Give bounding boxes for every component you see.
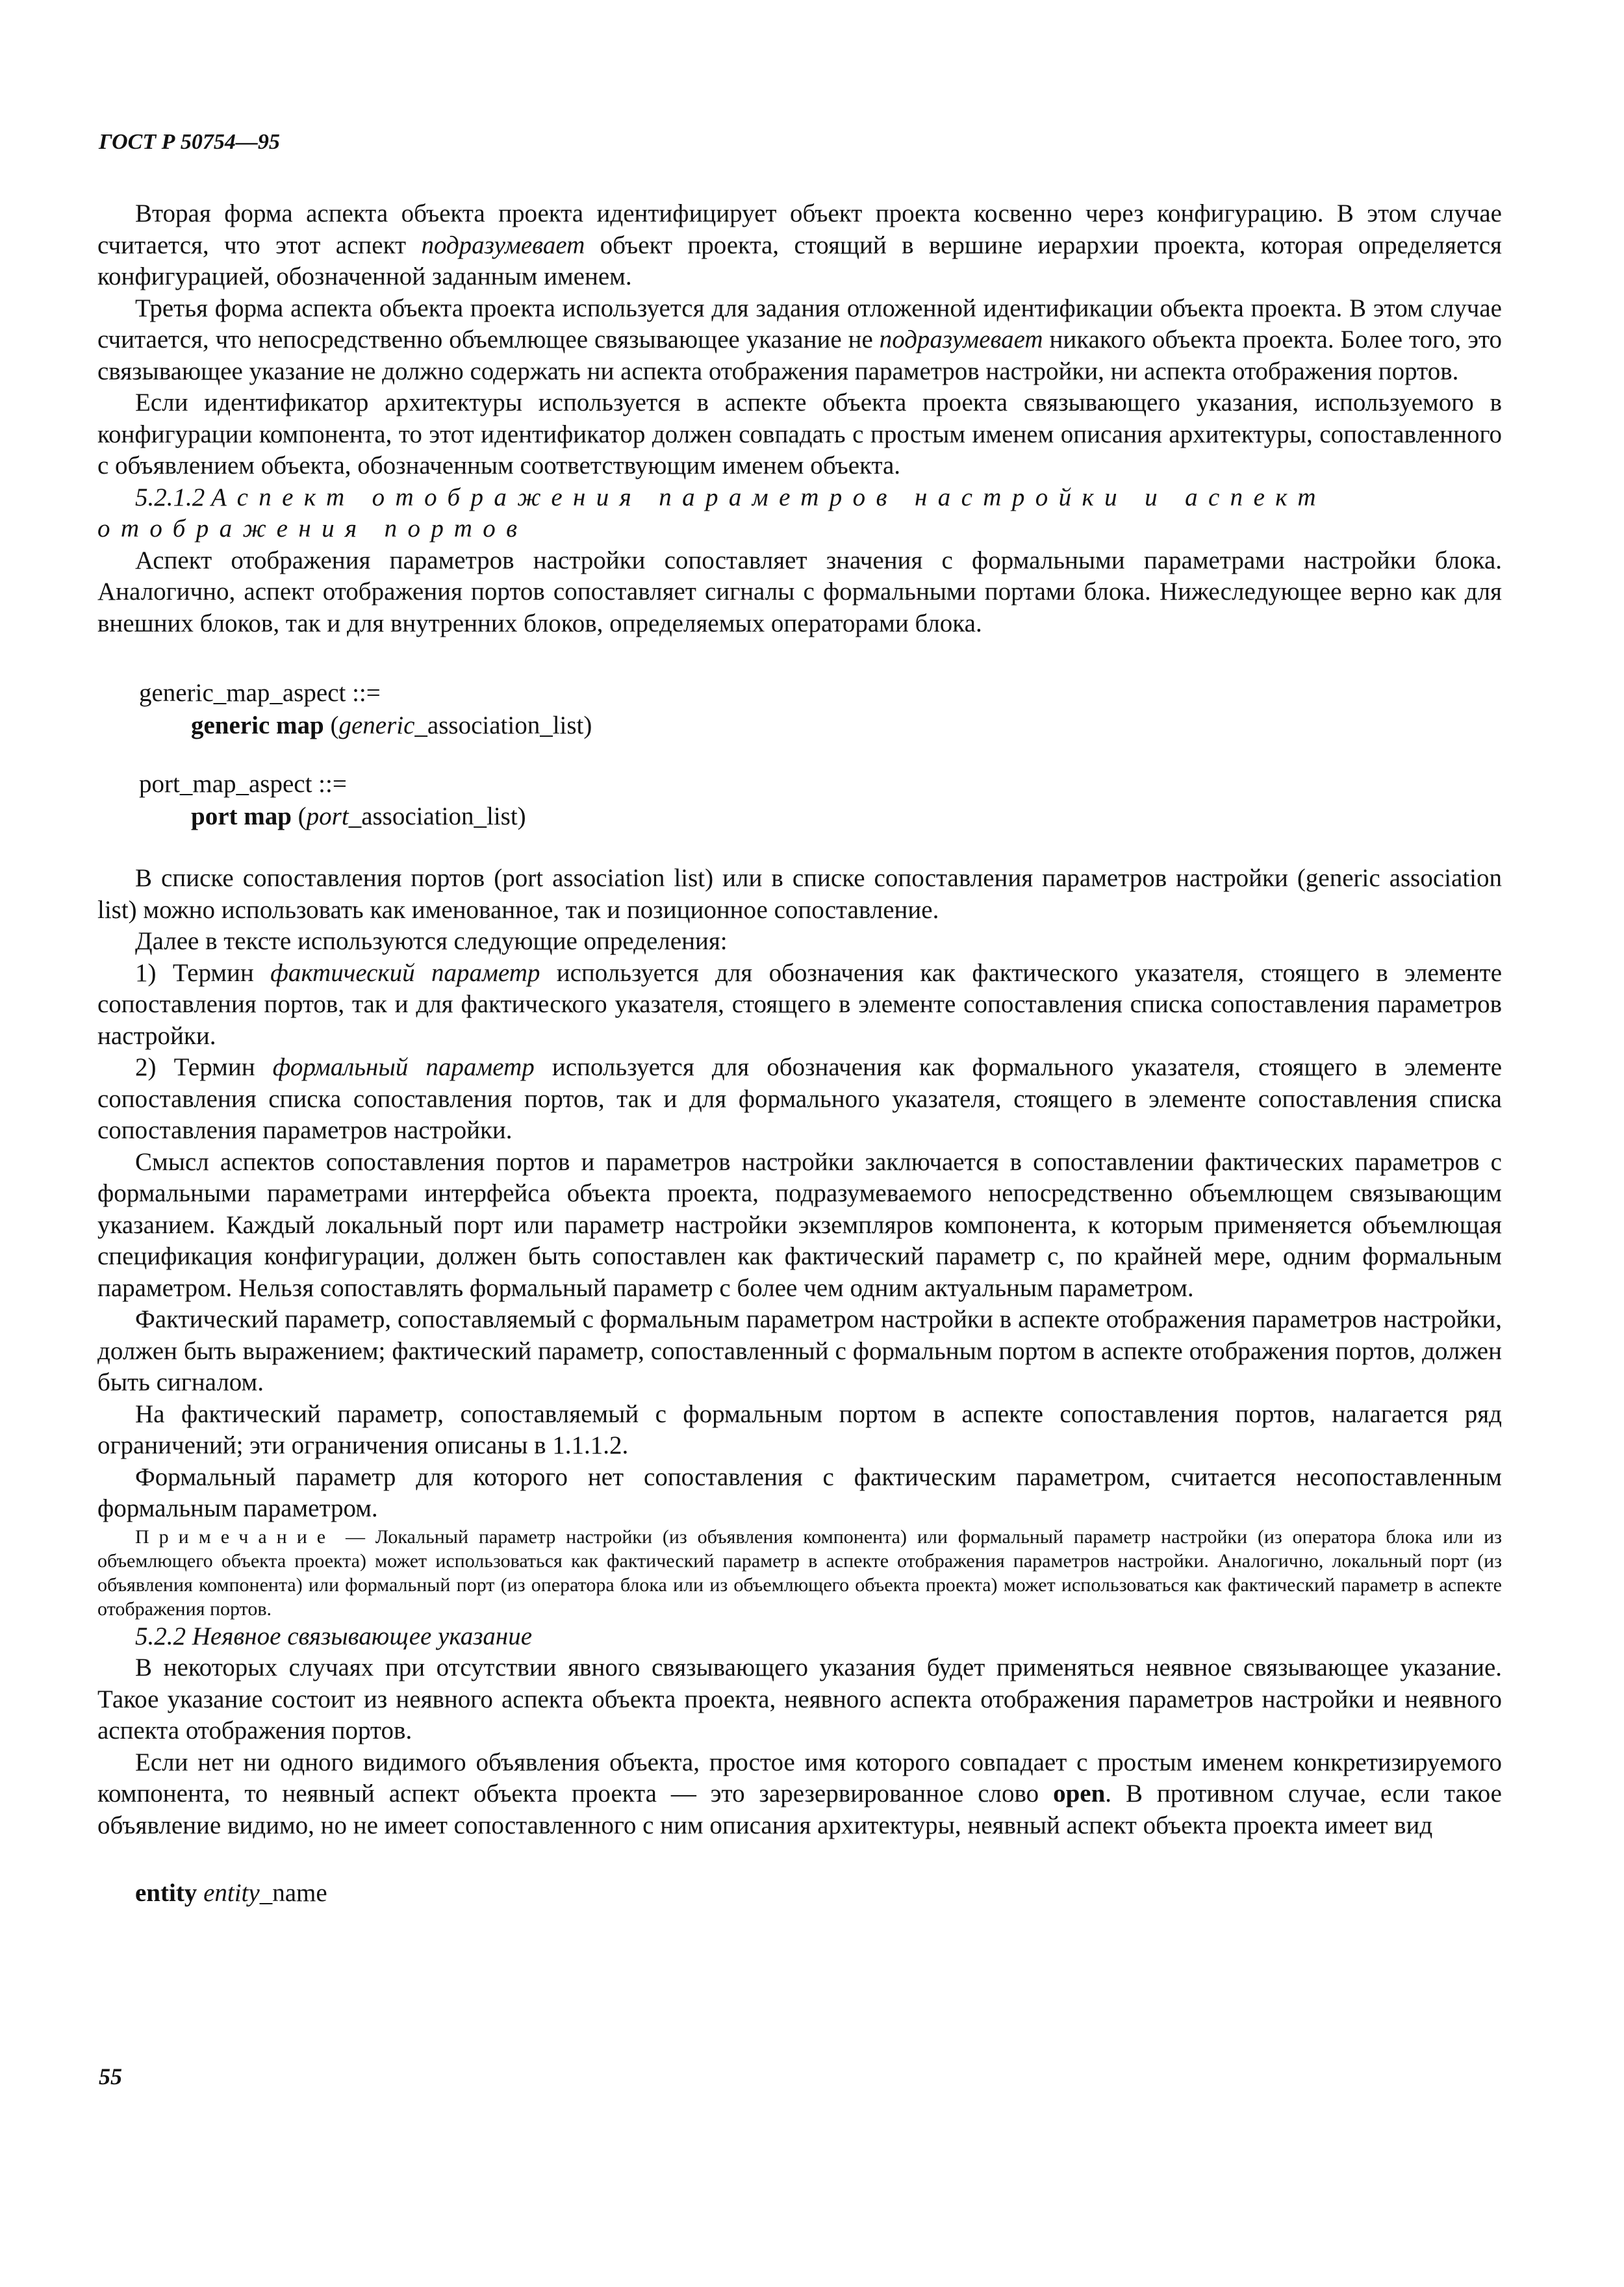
paragraph: На фактический параметр, сопоставляемый с формальным портом в аспекте сопоставления портов, налагается ряд ограничений; эти ограничения описаны в 1.1.1.2. (97, 1399, 1502, 1459)
paragraph: В некоторых случаях при отсутствии явного связывающего указания будет применяться неявное связывающее указание. Такое указание состоит из неявного аспекта объекта проекта, неявного аспекта отображения параметров настройки и неявного аспекта отображения портов. (97, 1654, 1502, 1744)
paragraph: Фактический параметр, сопоставляемый с формальным параметром настройки в аспекте отображения параметров настройки, должен быть выражением; фактический параметр, сопоставленный с формальным портом в аспекте отображения портов, должен быть сигналом. (97, 1305, 1502, 1396)
paragraph: В списке сопоставления портов (port association list) или в списке сопоставления параметров настройки (generic association list) можно использовать как именованное, так и позиционное сопоставление. (97, 864, 1502, 924)
grammar-rule-port-map: port_map_aspect ::= port map (port_association_list) (139, 770, 526, 830)
definition-item: 2) Термин формальный параметр используется для обозначения как формального указателя, стоящего в элементе сопоставления списка сопоставления портов, так и для формального указателя, стоящего в элементе сопоставления списка сопоставления параметров настройки. (97, 1053, 1503, 1144)
section-heading-5-2-2 (97, 1621, 1502, 1653)
grammar-rule-generic-map: generic_map_aspect ::= generic map (generic_association_list) (139, 679, 592, 739)
document-body (97, 198, 1502, 1910)
section-title: Аспект отображения параметров настройки и аспект отображения портов (97, 483, 1326, 543)
section-number: 5.2.1.2 (135, 483, 205, 511)
paragraph: Смысл аспектов сопоставления портов и параметров настройки заключается в сопоставлении фактических параметров с формальными параметрами интерфейса объекта проекта, подразумеваемого непосредственно объемлющем связывающим указанием. Каждый локальный порт или параметр настройки экземпляров компонента, к которым применяется объемлющая спецификация конфигурации, должен быть сопоставлен как фактический параметр с, по крайней мере, одним формальным параметром. Нельзя сопоставлять формальный параметр с более чем одним актуальным параметром. (97, 1147, 1502, 1302)
note: Примечание — Локальный параметр настройки (из объявления компонента) или формальный параметр настройки (из оператора блока или из объемлющего объекта проекта) может использоваться как фактический параметр в аспекте отображения параметров настройки. Аналогично, локальный порт (из объявления компонента) или формальный порт (из оператора блока или из объемлющего объекта проекта) может использоваться как фактический параметр в аспекте отображения портов. (97, 1526, 1502, 1620)
paragraph: Аспект отображения параметров настройки сопоставляет значения с формальными параметрами настройки блока. Аналогично, аспект отображения портов сопоставляет сигналы с формальными портами блока. Нижеследующее верно как для внешних блоков, так и для внутренних блоков, определяемых операторами блока. (97, 546, 1502, 637)
paragraph: Если идентификатор архитектуры используется в аспекте объекта проекта связывающего указания, используемого в конфигурации компонента, то этот идентификатор должен совпадать с простым именем описания архитектуры, сопоставленного с объявлением объекта, обозначенным соответствующим именем объекта. (97, 389, 1502, 479)
paragraph: Вторая форма аспекта объекта проекта идентифицирует объект проекта косвенно через конфигурацию. В этом случае считается, что этот аспект подразумевает объект проекта, стоящий в вершине иерархии проекта, которая определяется конфигурацией, обозначенной заданным именем. (97, 199, 1502, 290)
paragraph: Если нет ни одного видимого объявления объекта, простое имя которого совпадает с простым именем конкретизируемого компонента, то неявный аспект объекта проекта — это зарезервированное слово open. В противном случае, если такое объявление видимо, но не имеет сопоставленного с ним описания архитектуры, неявный аспект объекта проекта имеет вид (97, 1748, 1502, 1839)
section-number: 5.2.2 (135, 1622, 186, 1650)
paragraph: Третья форма аспекта объекта проекта используется для задания отложенной идентификации объекта проекта. В этом случае считается, что непосредственно объемлющее связывающее указание не подразумевает никакого объекта проекта. Более того, это связывающее указание не должно содержать ни аспекта отображения параметров настройки, ни аспекта отображения портов. (97, 294, 1502, 385)
paragraph: Далее в тексте используются следующие определения: (135, 927, 728, 955)
section-title: Неявное связывающее указание (192, 1622, 533, 1650)
paragraph: Формальный параметр для которого нет сопоставления с фактическим параметром, считается несопоставленным формальным параметром. (97, 1463, 1502, 1522)
note-label: Примечание (135, 1526, 336, 1548)
definition-item: 1) Термин фактический параметр используется для обозначения как фактического указателя, стоящего в элементе сопоставления портов, так и для фактического указателя, стоящего в элементе сопоставления списка сопоставления параметров настройки. (97, 958, 1503, 1050)
section-heading-5-2-1-2 (97, 482, 1502, 545)
grammar-rule-entity: entity entity_name (135, 1879, 327, 1907)
document-header: ГОСТ Р 50754—95 (99, 130, 280, 154)
page-number: 55 (99, 2063, 122, 2089)
